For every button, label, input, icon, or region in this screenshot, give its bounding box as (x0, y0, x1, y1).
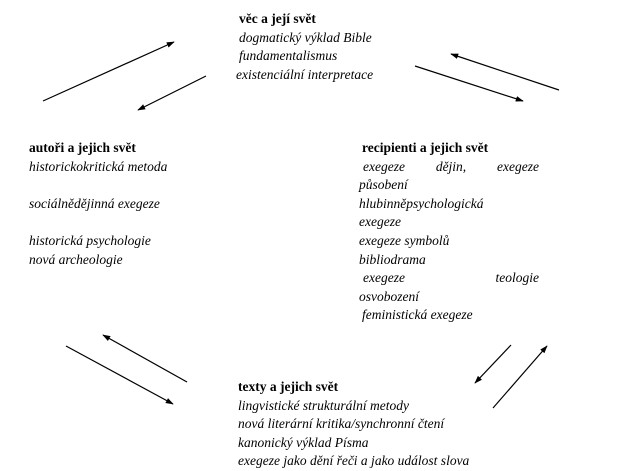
recipients-title: recipienti a jejich svět (362, 140, 489, 155)
recipients-line-9: feministická exegeze (362, 307, 473, 323)
recipients-line-8: osvobození (359, 288, 419, 304)
recipients-line-4: exegeze (359, 214, 401, 230)
authors-block (29, 139, 167, 269)
thing-item-1: dogmatický výklad Bible (239, 29, 372, 45)
texts-item-1: lingvistické strukturální metody (238, 397, 409, 413)
arrow-recipients-to-texts (475, 345, 511, 383)
thing-item-2: fundamentalismus (239, 48, 338, 64)
recipients-line-3: hlubinněpsychologická (359, 195, 484, 211)
thing-title: věc a její svět (239, 11, 316, 26)
recipients-line-2: působení (359, 177, 408, 193)
recipients-line-5: exegeze symbolů (359, 232, 450, 248)
arrow-recipients-to-thing (451, 54, 559, 90)
arrow-authors-to-texts (66, 346, 173, 404)
recipients-line-6: bibliodrama (359, 251, 426, 267)
arrow-thing-to-authors (138, 76, 206, 110)
authors-item-3: historická psychologie (29, 232, 151, 248)
authors-item-4: nová archeologie (29, 251, 123, 267)
recipients-block (359, 139, 539, 325)
authors-item-2: sociálnědějinná exegeze (29, 195, 160, 211)
arrow-authors-to-thing (43, 42, 174, 101)
recipients-line-1: exegeze dějin, exegeze (363, 158, 539, 174)
arrow-thing-to-recipients (415, 66, 523, 101)
texts-block (238, 378, 469, 471)
arrow-texts-to-authors (103, 335, 187, 382)
authors-title: autoři a jejich svět (29, 140, 136, 155)
thing-block (236, 10, 373, 84)
texts-item-4: exegeze jako dění řeči a jako událost slova (238, 453, 470, 469)
texts-item-3: kanonický výklad Písma (238, 434, 369, 450)
texts-title: texty a jejich svět (238, 379, 339, 394)
authors-item-1: historickokritická metoda (29, 158, 168, 174)
recipients-line-7: exegeze teologie (363, 270, 539, 286)
thing-item-3: existenciální interpretace (236, 66, 374, 82)
texts-item-2: nová literární kritika/synchronní čtení (238, 416, 445, 432)
